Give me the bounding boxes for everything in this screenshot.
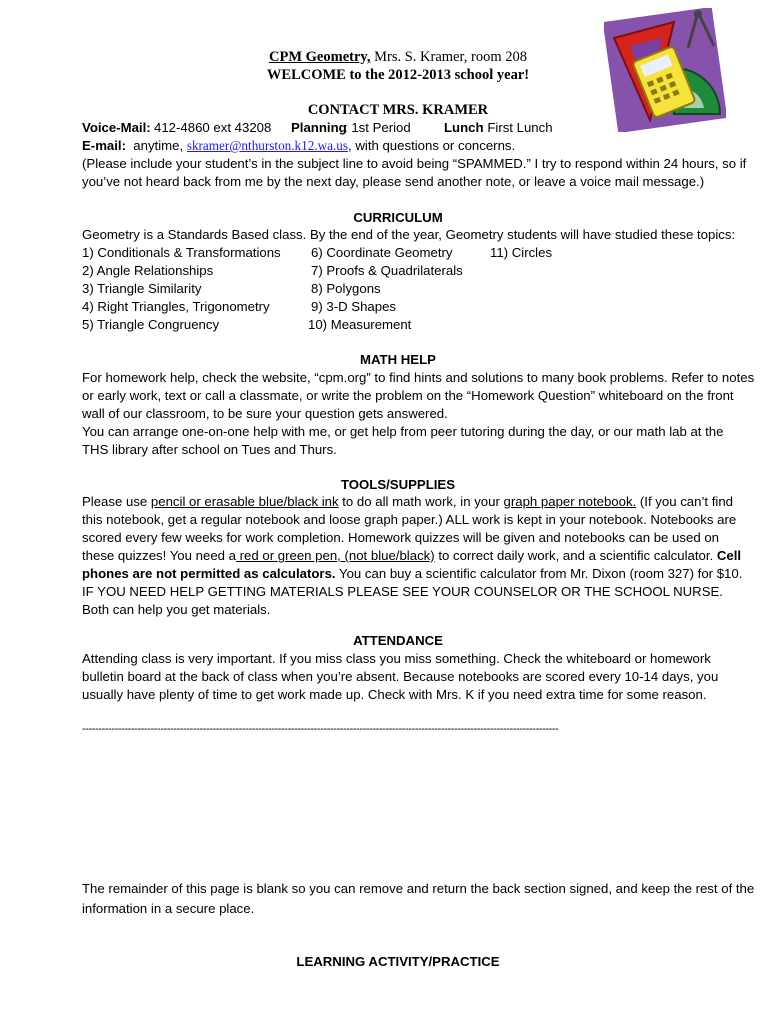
remainder-line: information in a secure place. xyxy=(82,901,255,916)
topics-column-2 xyxy=(308,244,463,334)
topic-item: 5) Triangle Congruency xyxy=(82,317,220,332)
email-label: E-mail: xyxy=(82,138,126,153)
voicemail-value: 412-4860 ext 43208 xyxy=(154,120,272,135)
math-help-body xyxy=(82,369,755,459)
tools-line-2: this notebook, get a regular notebook and loose graph paper.) ALL work is kept in your notebook. Notebooks are xyxy=(82,512,737,527)
curriculum-heading: CURRICULUM xyxy=(353,210,443,225)
tools-body xyxy=(82,493,743,619)
contact-line-1 xyxy=(82,119,722,137)
topic-item: 6) Coordinate Geometry xyxy=(311,245,453,260)
attendance-line: bulletin board at the back of class when you’re absent. Because notebooks are scored every 10-14 days, you xyxy=(82,669,719,684)
topic-item: 1) Conditionals & Transformations xyxy=(82,245,281,260)
tools-line-7: Both can help you get materials. xyxy=(82,602,271,617)
tools-line-1: Please use pencil or erasable blue/black ink to do all math work, in your graph paper notebook. (If you can’t find xyxy=(82,494,733,509)
remainder-note xyxy=(82,880,755,918)
math-help-heading: MATH HELP xyxy=(360,352,436,367)
attendance-line: usually have plenty of time to get work made up. Check with Mrs. K if you need extra time for some reason. xyxy=(82,687,707,702)
email-pre: anytime, xyxy=(133,138,187,153)
tools-line-3: scored every few weeks for work completion. Homework quizzes will be given and notebooks can be used on xyxy=(82,530,719,545)
math-help-line: You can arrange one-on-one help with me, or get help from peer tutoring during the day, or our math lab at the xyxy=(82,424,724,439)
attendance-line: Attending class is very important. If you miss class you miss something. Check the whiteboard or homework xyxy=(82,651,711,666)
topic-item: 8) Polygons xyxy=(311,281,381,296)
topic-item: 11) Circles xyxy=(490,245,553,260)
header-title xyxy=(0,48,770,66)
topic-item: 10) Measurement xyxy=(308,317,412,332)
tools-line-6: IF YOU NEED HELP GETTING MATERIALS PLEASE SEE YOUR COUNSELOR OR THE SCHOOL NURSE. xyxy=(82,584,723,599)
tools-line-5: phones are not permitted as calculators. You can buy a scientific calculator from Mr. Dixon (room 327) for $10. xyxy=(82,566,743,581)
topic-item: 4) Right Triangles, Trigonometry xyxy=(82,299,270,314)
math-help-line: wall of our classroom, to be sure your question gets answered. xyxy=(82,406,448,421)
topic-item: 3) Triangle Similarity xyxy=(82,281,202,296)
email-link[interactable]: skramer@nthurston.k12.wa.us xyxy=(186,138,349,153)
voicemail-label: Voice-Mail: xyxy=(82,120,151,135)
tools-heading: TOOLS/SUPPLIES xyxy=(340,477,456,492)
teacher-info: Mrs. S. Kramer, room 208 xyxy=(370,49,527,65)
learning-heading: LEARNING ACTIVITY/PRACTICE xyxy=(296,954,500,969)
cut-line-divider: -------------------------------------------------------------------------------------------------------------------------------------------------- xyxy=(82,723,559,735)
math-help-line: or early work, text or call a classmate, or write the problem on the “Homework Question” whiteboard on the front xyxy=(82,388,734,403)
lunch-value: : First Lunch xyxy=(480,120,553,135)
contact-email-line xyxy=(82,137,722,155)
topics-column-3 xyxy=(490,244,552,262)
tools-line-4: these quizzes! You need a red or green pen, (not blue/black) to correct daily work, and a scientific calculator. Cell xyxy=(82,548,742,563)
contact-note-2: you’ve not heard back from me by the next day, please send another note, or leave a voice mail message.) xyxy=(82,174,705,189)
welcome-line: WELCOME to the 2012-2013 school year! xyxy=(266,67,530,83)
contact-heading: CONTACT MRS. KRAMER xyxy=(307,102,489,118)
math-help-line: THS library after school on Tues and Thurs. xyxy=(82,442,337,457)
course-name: CPM Geometry, xyxy=(269,49,371,65)
topic-item: 7) Proofs & Quadrilaterals xyxy=(311,263,463,278)
attendance-heading: ATTENDANCE xyxy=(353,633,443,648)
curriculum-intro: Geometry is a Standards Based class. By the end of the year, Geometry students will have studied these topics: xyxy=(82,227,736,242)
email-post: , with questions or concerns. xyxy=(348,138,516,153)
planning-value: : 1st Period xyxy=(344,120,411,135)
lunch-label: Lunch xyxy=(444,120,484,135)
math-help-line: For homework help, check the website, “cpm.org” to find hints and solutions to many book problems. Refer to notes xyxy=(82,370,755,385)
topic-item: 9) 3-D Shapes xyxy=(311,299,397,314)
contact-note-1: (Please include your student’s in the subject line to avoid being “SPAMMED.” I try to respond within 24 hours, so if xyxy=(82,156,747,171)
remainder-line: The remainder of this page is blank so you can remove and return the back section signed, and keep the rest of the xyxy=(82,881,755,896)
attendance-body xyxy=(82,650,718,704)
topic-item: 2) Angle Relationships xyxy=(82,263,214,278)
topics-column-1 xyxy=(82,244,281,334)
planning-label: Planning xyxy=(291,120,347,135)
